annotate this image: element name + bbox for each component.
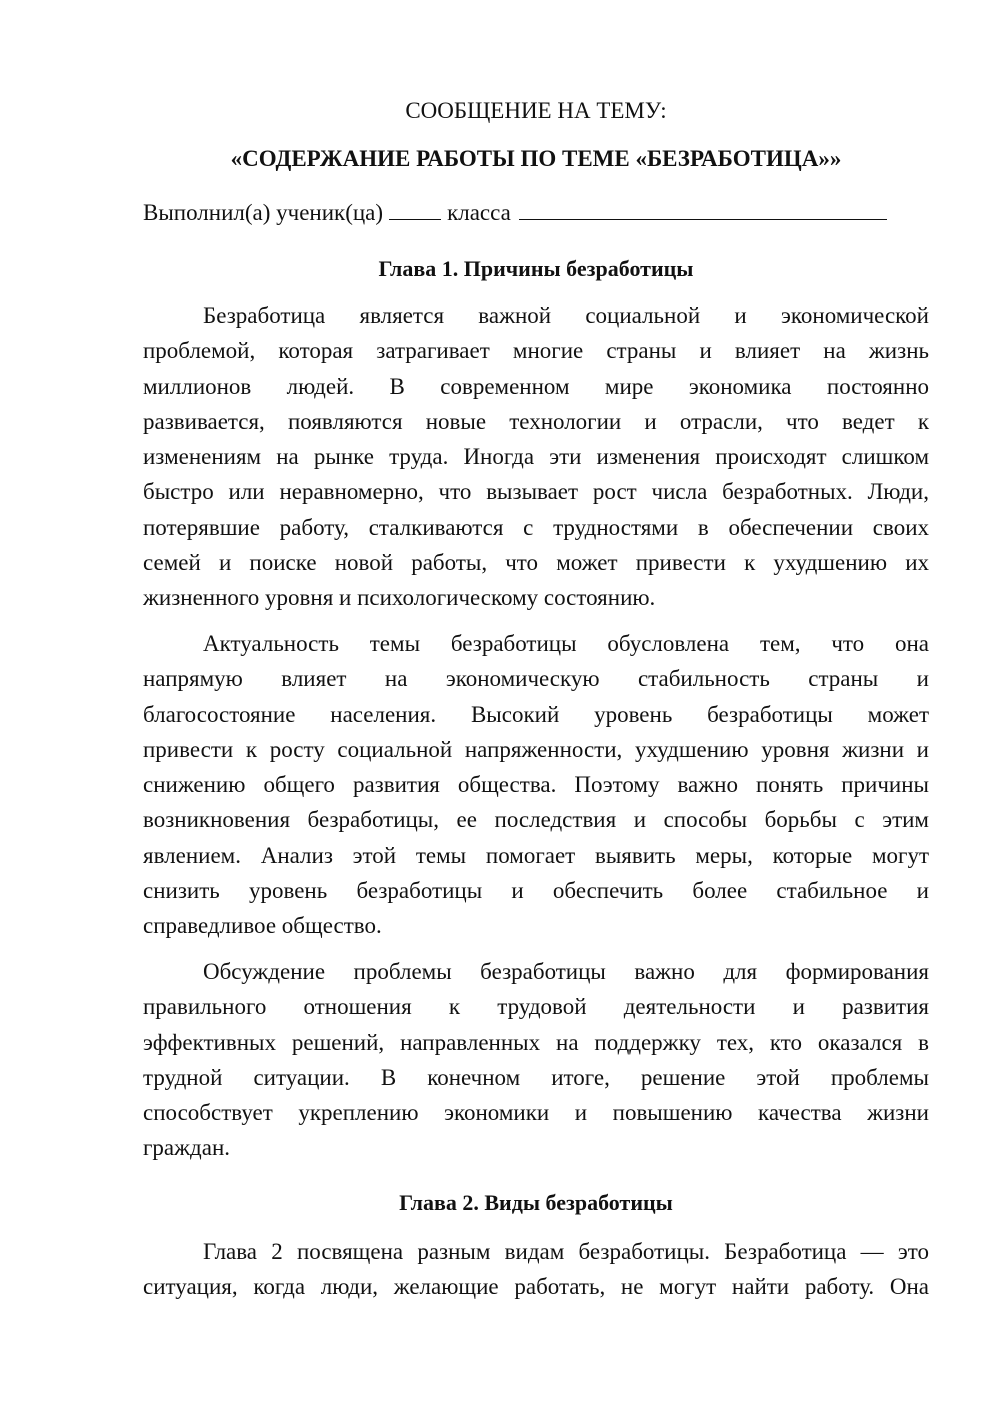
paragraph-line: ситуация, когда люди, желающие работать, не могут найти работу. Она [143,1274,929,1300]
paragraph-line: снижению общего развития общества. Поэтому важно понять причины [143,772,929,798]
paragraph-line: Глава 2 посвящена разным видам безработицы. Безработица — это [203,1239,929,1264]
paragraph-line: напрямую влияет на экономическую стабильность страны и [143,666,929,692]
document-title-line-1: СООБЩЕНИЕ НА ТЕМУ: [405,98,667,123]
paragraph-line: явлением. Анализ этой темы помогает выявить меры, которые могут [143,842,929,868]
name-blank-field[interactable] [519,197,887,220]
paragraph-line: справедливое общество. [143,913,382,939]
paragraph-line: трудной ситуации. В конечном итоге, решение этой проблемы [143,1064,929,1090]
paragraph-line: граждан. [143,1135,231,1161]
paragraph-line: благосостояние населения. Высокий уровень безработицы может [143,701,929,727]
paragraph-line: Безработица является важной социальной и экономической [203,303,929,328]
paragraph-line: правильного отношения к трудовой деятельности и развития [143,994,929,1020]
paragraph-line: Актуальность темы безработицы обусловлена тем, что она [203,631,929,656]
paragraph-line: способствует укреплению экономики и повышению качества жизни [143,1100,929,1126]
author-line [143,196,929,230]
author-label: Выполнил(а) ученик(ца) [143,200,384,225]
paragraph-line: семей и поиске новой работы, что может привести к ухудшению их [143,550,929,576]
paragraph-line: быстро или неравномерно, что вызывает рост числа безработных. Люди, [143,479,929,505]
paragraph-line: потерявшие работу, сталкиваются с трудностями в обеспечении своих [143,514,929,540]
chapter-1-paragraph-2 [143,626,929,944]
class-label: класса [447,200,511,225]
paragraph-line: жизненного уровня и психологическому состоянию. [143,585,656,611]
chapter-2-paragraph-1 [143,1234,929,1305]
document-title-line-2: «СОДЕРЖАНИЕ РАБОТЫ ПО ТЕМЕ «БЕЗРАБОТИЦА»» [230,146,842,171]
grade-blank-field[interactable] [389,197,441,220]
chapter-1-paragraph-3 [143,954,929,1166]
chapter-1-paragraph-1 [143,298,929,616]
paragraph-line: миллионов людей. В современном мире экономика постоянно [143,373,929,399]
chapter-2-heading: Глава 2. Виды безработицы [399,1190,673,1215]
paragraph-line: привести к росту социальной напряженности, ухудшению уровня жизни и [143,736,929,762]
paragraph-line: эффективных решений, направленных на поддержку тех, кто оказался в [143,1029,929,1055]
paragraph-line: снизить уровень безработицы и обеспечить более стабильное и [143,878,929,904]
paragraph-line: Обсуждение проблемы безработицы важно для формирования [203,959,929,984]
paragraph-line: проблемой, которая затрагивает многие страны и влияет на жизнь [143,338,929,364]
paragraph-line: развивается, появляются новые технологии и отрасли, что ведет к [143,408,929,434]
paragraph-line: возникновения безработицы, ее последствия и способы борьбы с этим [143,807,929,833]
chapter-1-heading: Глава 1. Причины безработицы [378,256,694,281]
paragraph-line: изменениям на рынке труда. Иногда эти изменения происходят слишком [143,444,929,470]
